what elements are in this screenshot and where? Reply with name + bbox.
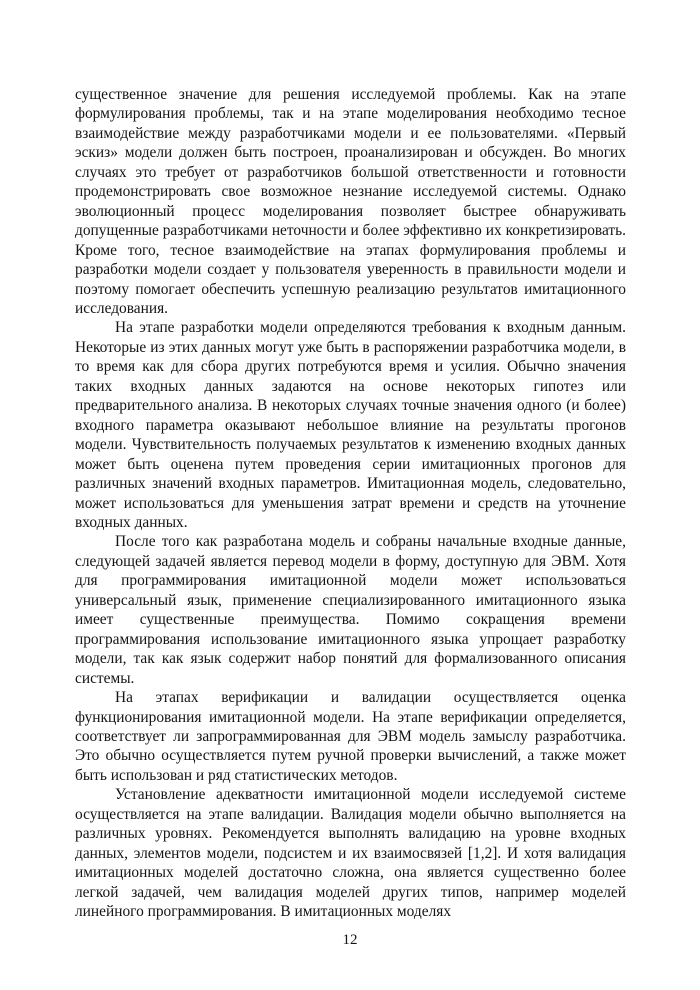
paragraph-1: существенное значение для решения исследуемой проблемы. Как на этапе формулирования проблемы, так и на этапе моделирования необходимо тесное взаимодействие между разработчиками модели и ее пользователями. «Первый эскиз» модели должен быть построен, проанализирован и обсужден. Во многих случаях это требует от разработчиков большой ответственности и готовности продемонстрировать свое возможное незнание исследуемой системы. Однако эволюционный процесс моделирования позволяет быстрее обнаруживать допущенные разработчиками неточности и более эффективно их конкретизировать. Кроме того, тесное взаимодействие на этапах формулирования проблемы и разработки модели создает у пользователя уверенность в правильности модели и поэтому помогает обеспечить успешную реализацию результатов имитационного исследования. xyxy=(75,86,626,317)
paragraph-3: После того как разработана модель и собраны начальные входные данные, следующей задачей является перевод модели в форму, доступную для ЭВМ. Хотя для программирования имитационной модели может использоваться универсальный язык, применение специализированного имитационного языка имеет существенные преимущества. Помимо сокращения времени программирования использование имитационного языка упрощает разработку модели, так как язык содержит набор понятий для формализованного описания системы. xyxy=(75,533,626,687)
paragraph-4: На этапах верификации и валидации осуществляется оценка функционирования имитационной модели. На этапе верификации определяется, соответствует ли запрограммированная для ЭВМ модель замыслу разработчика. Это обычно осуществляется путем ручной проверки вычислений, а также может быть использован и ряд статистических методов. xyxy=(75,689,626,784)
page-number: 12 xyxy=(342,932,358,948)
paragraph-2: На этапе разработки модели определяются требования к входным данным. Некоторые из этих данных могут уже быть в распоряжении разработчика модели, в то время как для сбора других потребуются время и усилия. Обычно значения таких входных данных задаются на основе некоторых гипотез или предварительного анализа. В некоторых случаях точные значения одного (и более) входного параметра оказывают небольшое влияние на результаты прогонов модели. Чувствительность получаемых результатов к изменению входных данных может быть оценена путем проведения серии имитационных прогонов для различных значений входных параметров. Имитационная модель, следовательно, может использоваться для уменьшения затрат времени и средств на уточнение входных данных. xyxy=(75,319,626,531)
paragraph-5: Установление адекватности имитационной модели исследуемой системе осуществляется на этапе валидации. Валидация модели обычно выполняется на различных уровнях. Рекомендуется выполнять валидацию на уровне входных данных, элементов модели, подсистем и их взаимосвязей [1,2]. И хотя валидация имитационных моделей достаточно сложна, она является существенно более легкой задачей, чем валидация моделей других типов, например моделей линейного программирования. В имитационных моделях xyxy=(75,786,626,921)
page-body xyxy=(75,85,626,921)
